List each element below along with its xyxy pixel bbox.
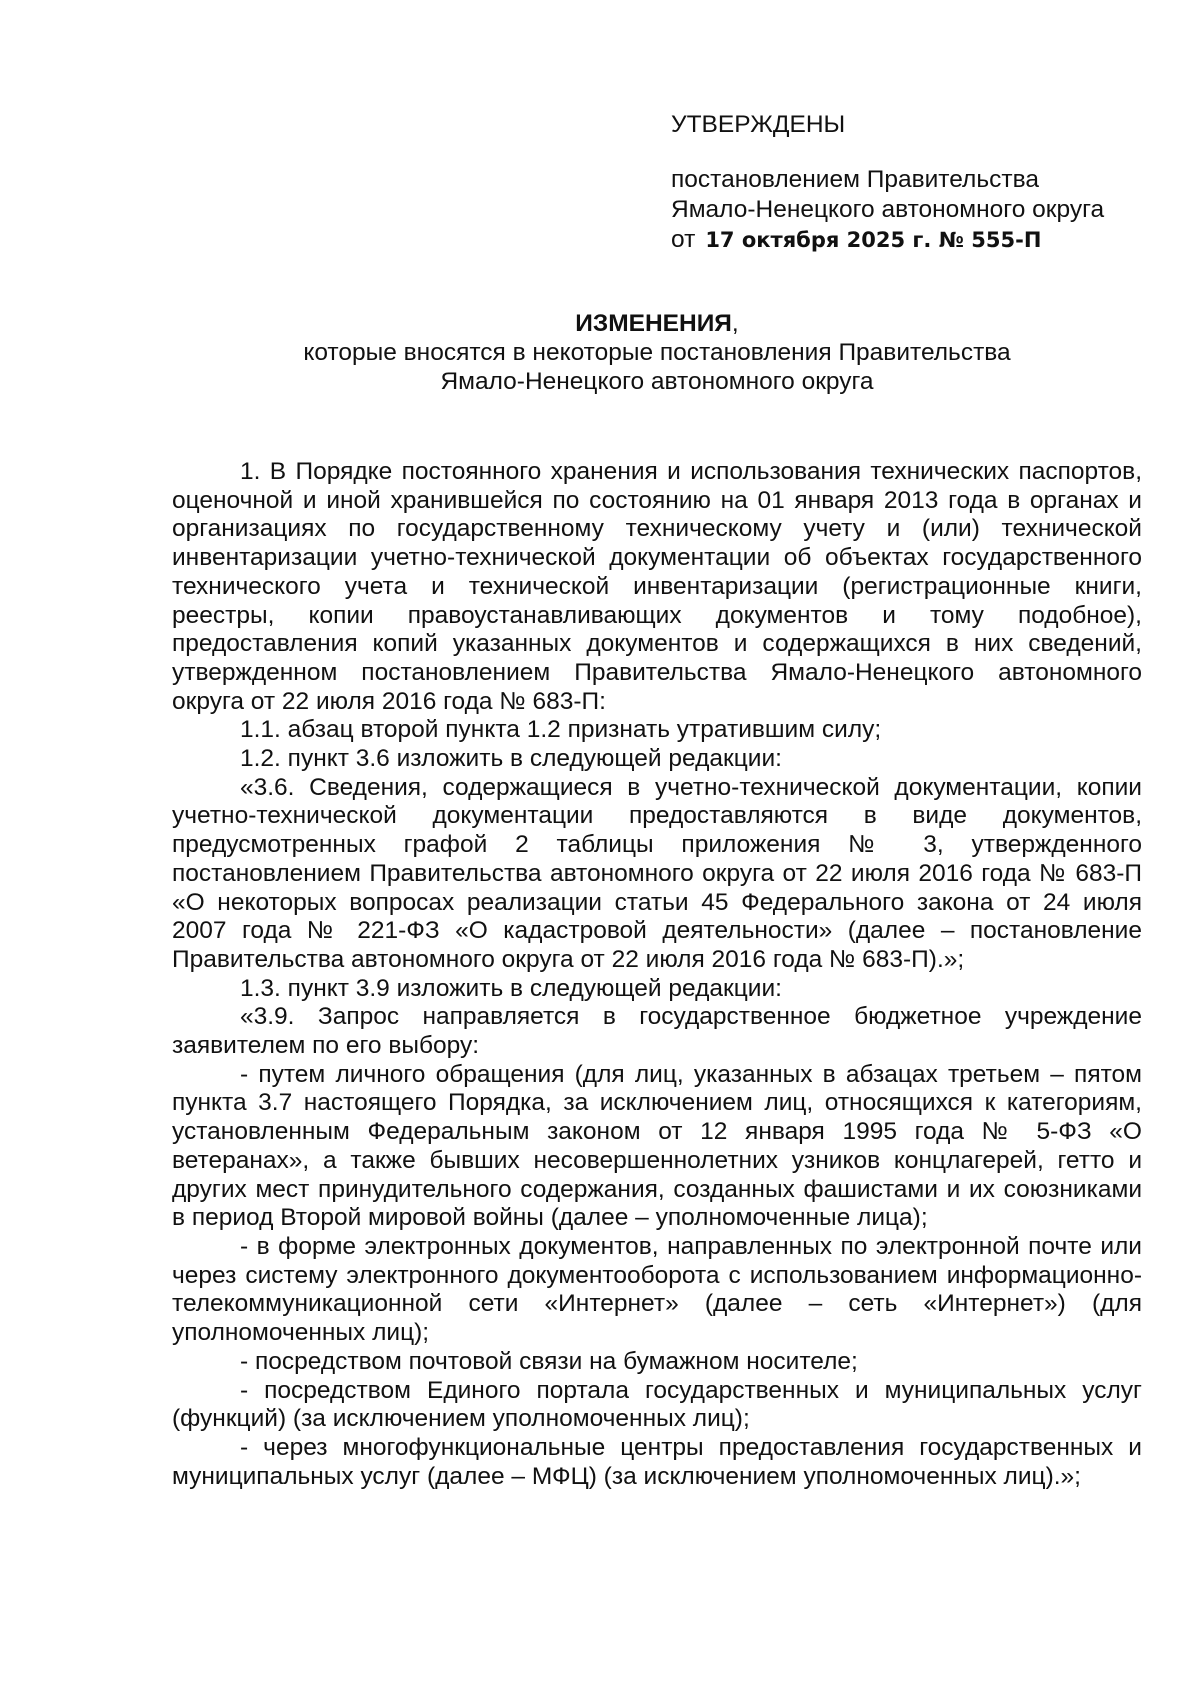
approval-date-line bbox=[671, 225, 1151, 255]
paragraph: 1.3. пункт 3.9 изложить в следующей редакции: bbox=[240, 974, 782, 1002]
approval-stamp-title: УТВЕРЖДЕНЫ bbox=[671, 111, 846, 138]
paragraph: - посредством почтовой связи на бумажном носителе; bbox=[240, 1347, 858, 1375]
paragraph: 1.2. пункт 3.6 изложить в следующей редакции: bbox=[240, 745, 782, 773]
paragraph: «3.9. Запрос направляется в государственное бюджетное учреждение заявителем по его выбору: bbox=[172, 1003, 1142, 1060]
approval-date-prefix: от bbox=[671, 226, 696, 253]
paragraph: - путем личного обращения (для лиц, указанных в абзацах третьем – пятом пункта 3.7 настоящего Порядка, за исключением лиц, относящихся к категориям, установленным Федеральным законом от 12 января 1995 года № 5-ФЗ «О ветеранах», а также бывших несовершеннолетних узников концлагерей, гетто и других мест принудительного содержания, созданных фашистами и их союзниками в период Второй мировой войны (далее – уполномоченные лица); bbox=[172, 1060, 1142, 1232]
paragraph: - в форме электронных документов, направленных по электронной почте или через систему электронного документооборота с использованием информационно-телекоммуникационной сети «Интернет» (далее – сеть «Интернет») (для уполномоченных лиц); bbox=[172, 1232, 1142, 1347]
approval-block bbox=[671, 110, 1151, 255]
paragraph: - посредством Единого портала государственных и муниципальных услуг (функций) (за исключением уполномоченных лиц); bbox=[172, 1376, 1142, 1433]
approval-line-1: постановлением Правительства bbox=[671, 166, 1039, 193]
paragraph: 1. В Порядке постоянного хранения и использования технических паспортов, оценочной и иной хранившейся по состоянию на 01 января 2013 года в органах и организациях по государственному техническому учету и (или) технической инвентаризации учетно-технической документации об объектах государственного технического учета и технической инвентаризации (регистрационные книги, реестры, копии правоустанавливающих документов и тому подобное), предоставления копий указанных документов и содержащихся в них сведений, утвержденном постановлением Правительства Ямало-Ненецкого автономного округа от 22 июля 2016 года № 683-П: bbox=[172, 458, 1142, 715]
heading-title: ИЗМЕНЕНИЯ bbox=[575, 310, 732, 337]
document-heading bbox=[172, 309, 1142, 396]
paragraph: 1.1. абзац второй пункта 1.2 признать утратившим силу; bbox=[240, 716, 882, 744]
heading-title-suffix: , bbox=[731, 310, 739, 337]
paragraph: «3.6. Сведения, содержащиеся в учетно-технической документации, копии учетно-технической документации предоставляются в виде документов, предусмотренных графой 2 таблицы приложения № 3, утвержденного постановлением Правительства автономного округа от 22 июля 2016 года № 683-П «О некоторых вопросах реализации статьи 45 Федерального закона от 24 июля 2007 года № 221-ФЗ «О кадастровой деятельности» (далее – постановление Правительства автономного округа от 22 июля 2016 года № 683-П).»; bbox=[172, 773, 1142, 973]
heading-title-line bbox=[172, 309, 1142, 338]
heading-line-1: которые вносятся в некоторые постановления Правительства bbox=[303, 339, 1011, 366]
approval-date-value: 17 октября 2025 г. № 555-П bbox=[705, 228, 1042, 252]
document-body bbox=[172, 458, 1142, 1491]
heading-line-2: Ямало-Ненецкого автономного округа bbox=[440, 368, 874, 395]
paragraph: - через многофункциональные центры предоставления государственных и муниципальных услуг (далее – МФЦ) (за исключением уполномоченных лиц).»; bbox=[172, 1433, 1142, 1490]
approval-line-2: Ямало-Ненецкого автономного округа bbox=[671, 196, 1105, 223]
